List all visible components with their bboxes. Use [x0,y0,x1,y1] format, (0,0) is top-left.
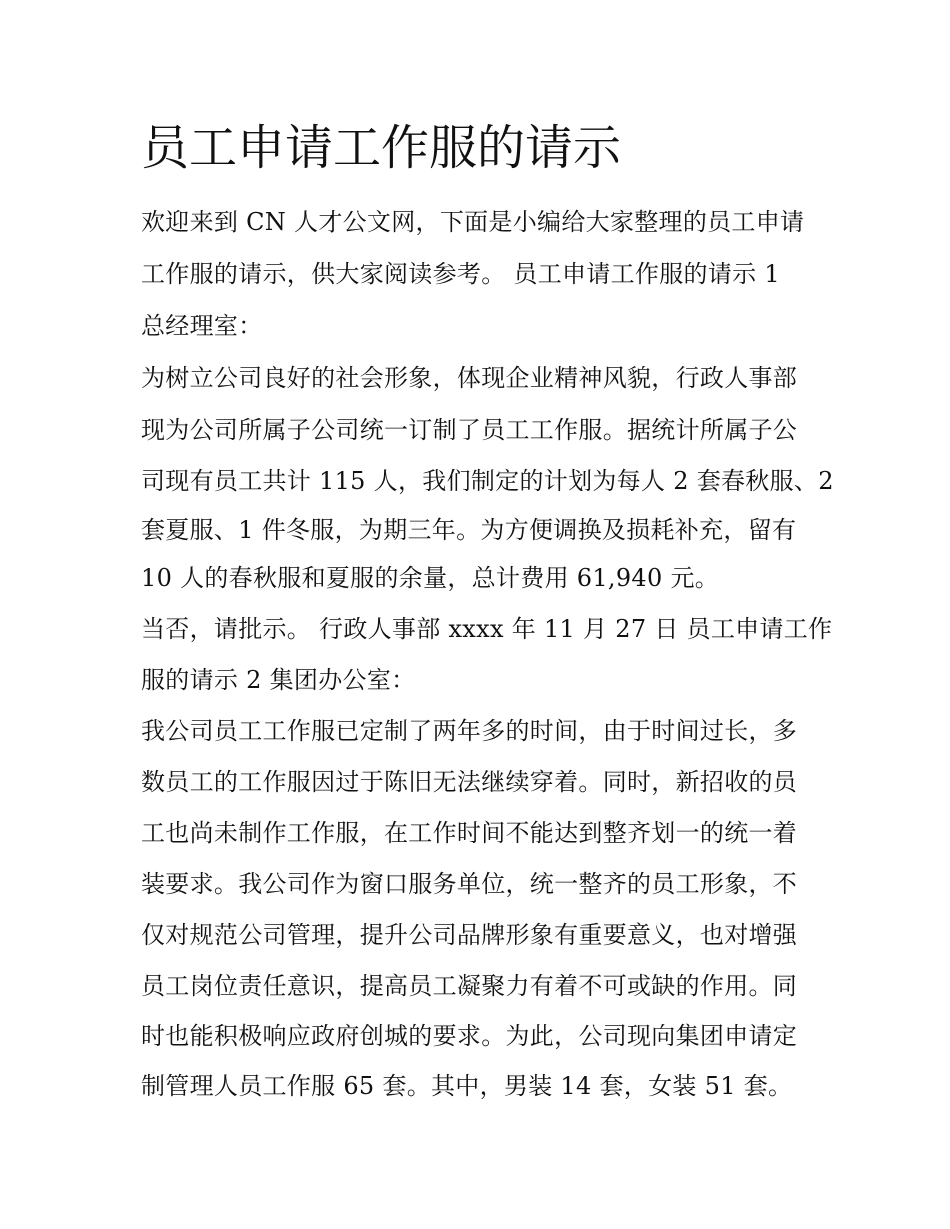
body-line: 时也能积极响应政府创城的要求。为此，公司现向集团申请定 [141,1022,798,1050]
body-line: 装要求。我公司作为窗口服务单位，统一整齐的员工形象，不 [141,870,798,898]
body-line: 总经理室： [141,312,263,340]
body-line: 数员工的工作服因过于陈旧无法继续穿着。同时，新招收的员 [141,768,798,796]
body-line: 当否，请批示。 行政人事部 xxxx 年 11 月 27 日 员工申请工作 [141,615,833,643]
body-line: 司现有员工共计 115 人，我们制定的计划为每人 2 套春秋服、2 [141,467,834,495]
document-title: 员工申请工作服的请示 [141,120,622,176]
body-line: 为树立公司良好的社会形象，体现企业精神风貌，行政人事部 [141,364,798,392]
body-line: 员工岗位责任意识，提高员工凝聚力有着不可或缺的作用。同 [141,972,798,1000]
body-line: 制管理人员工作服 65 套。其中，男装 14 套，女装 51 套。 [141,1072,793,1100]
body-line: 服的请示 2 集团办公室： [141,666,416,694]
body-line: 工也尚未制作工作服，在工作时间不能达到整齐划一的统一着 [141,819,798,847]
body-line: 现为公司所属子公司统一订制了员工工作服。据统计所属子公 [141,416,798,444]
body-line: 欢迎来到 CN 人才公文网，下面是小编给大家整理的员工申请 [141,208,805,236]
body-line: 10 人的春秋服和夏服的余量，总计费用 61,940 元。 [141,564,720,592]
body-line: 仅对规范公司管理，提升公司品牌形象有重要意义，也对增强 [141,921,798,949]
body-line: 我公司员工工作服已定制了两年多的时间，由于时间过长，多 [141,717,798,745]
body-line: 工作服的请示，供大家阅读参考。 员工申请工作服的请示 1 [141,260,780,288]
body-line: 套夏服、1 件冬服，为期三年。为方便调换及损耗补充，留有 [141,516,797,544]
